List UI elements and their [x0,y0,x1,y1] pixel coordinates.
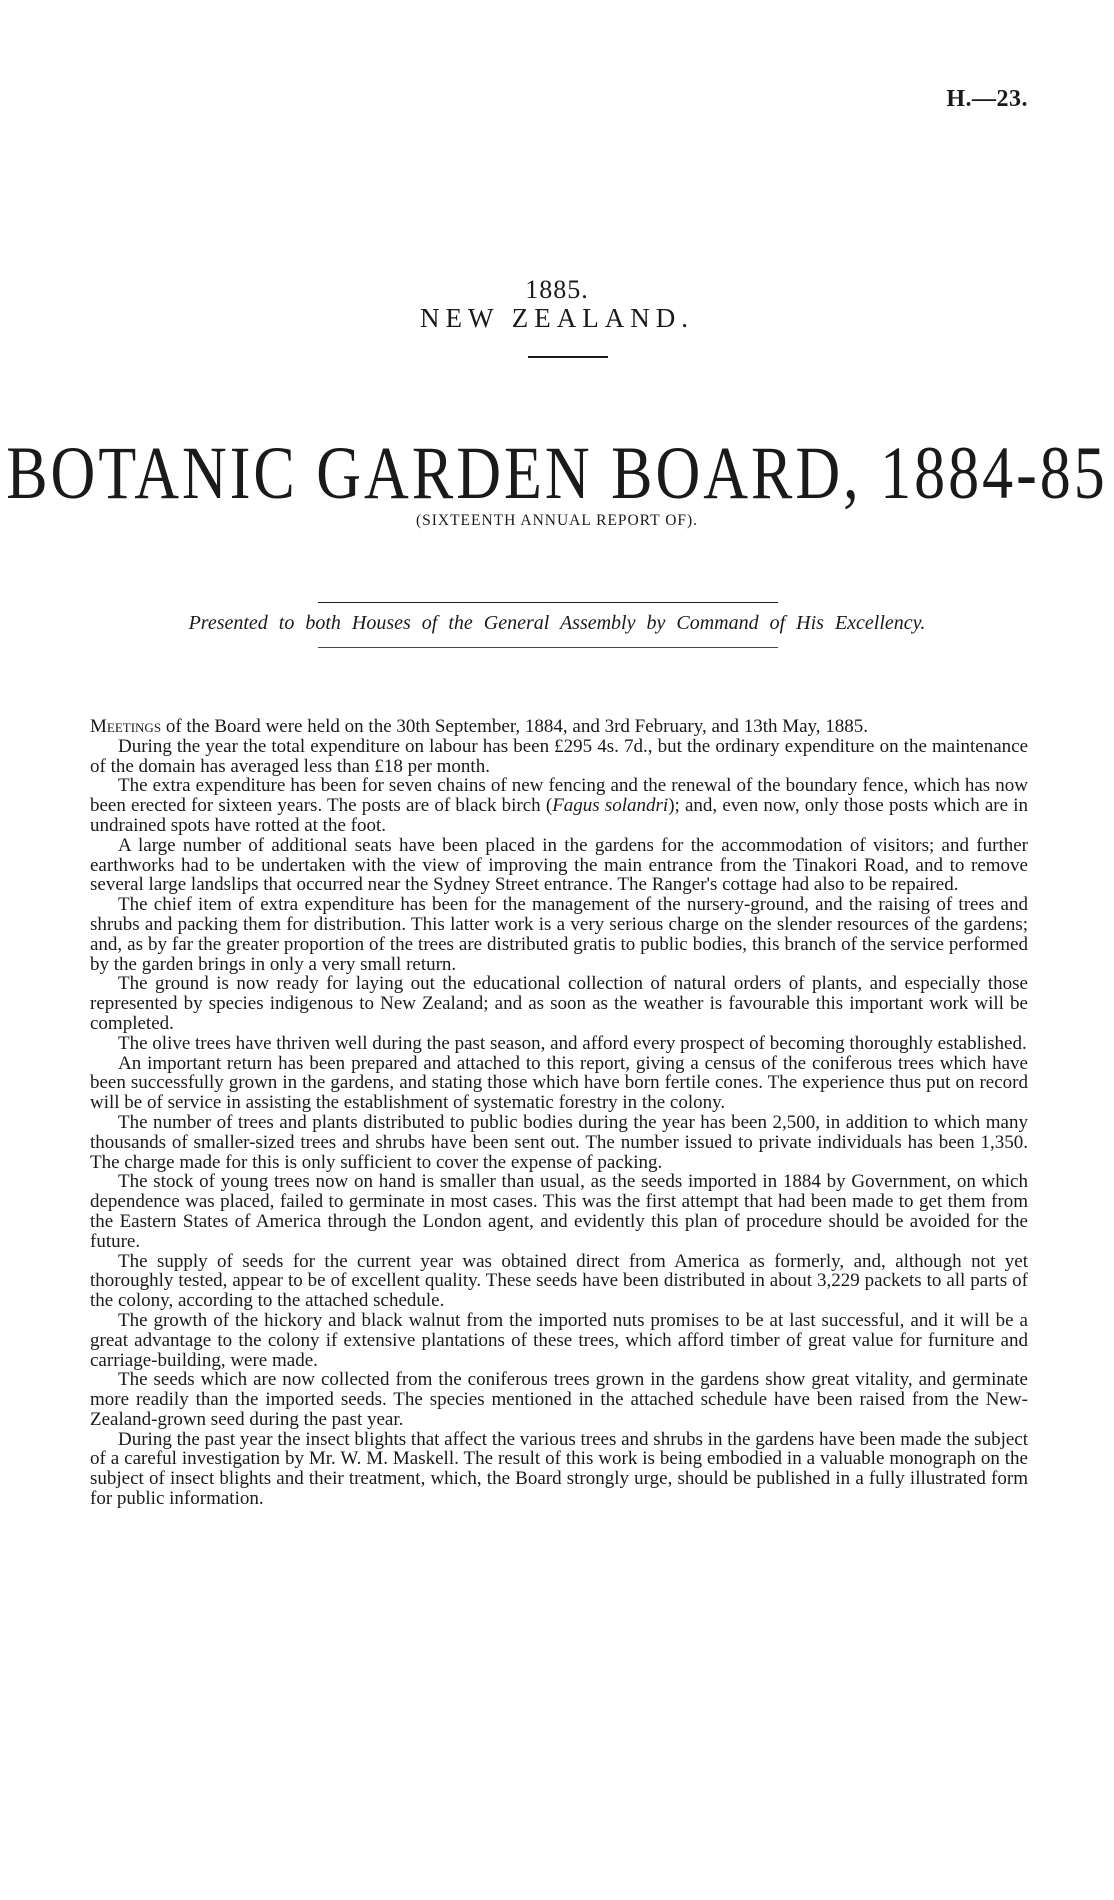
paragraph-nursery: The chief item of extra expenditure has been for the management of the nursery-ground, and the raising of trees and shrubs and packing them for distribution. This latter work is a very serious charge on the slender resources of the gardens; and, as by far the greater proportion of the trees are distributed gratis to public bodies, this branch of the service performed by the garden brings in only a very small return. [90,894,1028,975]
report-year: 1885. [525,275,589,304]
paragraph-fencing [90,776,1028,835]
paragraph-expenditure: During the year the total expenditure on labour has been £295 4s. 7d., but the ordinary expenditure on the maintenance of the domain has averaged less than £18 per month. [90,735,1028,777]
paragraph-seats: A large number of additional seats have been placed in the gardens for the accommodation of visitors; and further earthworks had to be undertaken with the view of improving the main entrance from the Tinakori Road, and to remove several large landslips that occurred near the Sydney Street entrance. The Ranger's cottage had also to be repaired. [90,834,1028,896]
report-body [90,717,1028,1509]
page-reference: H.—23. [946,86,1028,112]
paragraph-meetings [90,717,1028,737]
country-heading: NEW ZEALAND. [420,303,694,333]
lead-word: Meetings [90,716,162,737]
paragraph-text: of the Board were held on the 30th September, 1884, and 3rd February, and 13th May, 1885. [161,716,869,737]
paragraph-seed-supply: The supply of seeds for the current year was obtained direct from America as formerly, and, although not yet thoroughly tested, appear to be of excellent quality. These seeds have been distributed in about 3,229 packets to all parts of the colony, according to the attached schedule. [90,1250,1028,1312]
paragraph-text: The extra expenditure has been for seven chains of new fencing and the renewal of the boundary fence, which has now been erected for sixteen years. The posts are of black birch ( [90,775,1028,817]
document-subtitle: (SIXTEENTH ANNUAL REPORT OF). [415,512,699,529]
paragraph-text: ); and, even now, only those posts which are in undrained spots have rotted at the foot. [90,795,1029,836]
paragraph-distribution: The number of trees and plants distributed to public bodies during the year has been 2,500, in addition to which many thousands of smaller-sized trees and shrubs have been sent out. The number issued to private individuals has been 1,350. The charge made for this is only sufficient to cover the expense of packing. [90,1111,1028,1173]
paragraph-seed-vitality: The seeds which are now collected from the coniferous trees grown in the gardens show great vitality, and germinate more readily than the imported seeds. The species mentioned in the attached schedule have been raised from the New-Zealand-grown seed during the past year. [90,1369,1028,1430]
paragraph-insect-blights: During the past year the insect blights that affect the various trees and shrubs in the gardens have been made the subject of a careful investigation by Mr. W. M. Maskell. The result of this work is being embodied in a valuable monograph on the subject of insect blights and their treatment, which, the Board strongly urge, should be published in a fully illustrated form for public information. [90,1428,1028,1510]
title-divider [528,356,608,358]
presented-rule-top [318,602,778,603]
paragraph-hickory-walnut: The growth of the hickory and black walnut from the imported nuts promises to be at last successful, and it will be a great advantage to the colony if extensive plantations of these trees, which afford timber of great value for furniture and carriage-building, were made. [90,1309,1028,1371]
document-title: BOTANIC GARDEN BOARD, 1884-85 [6,432,1108,516]
presented-statement: Presented to both Houses of the General Assembly by Command of His Excellency. [188,612,926,634]
paragraph-educational-collection: The ground is now ready for laying out the educational collection of natural orders of plants, and especially those represented by species indigenous to New Zealand; and as soon as the weather is favourable this important work will be completed. [90,973,1028,1034]
presented-rule-bottom [318,647,778,648]
paragraph-stock: The stock of young trees now on hand is smaller than usual, as the seeds imported in 1884 by Government, on which dependence was placed, failed to germinate in most cases. This was the first attempt that had been made to get them from the Eastern States of America through the London agent, and evidently this plan of procedure should be avoided for the future. [90,1171,1028,1252]
paragraph-olive-trees: The olive trees have thriven well during the past season, and afford every prospect of becoming thoroughly established. [118,1032,1027,1054]
paragraph-coniferous-return: An important return has been prepared and attached to this report, giving a census of the coniferous trees which have been successfully grown in the gardens, and stating those which have born fertile cones. The experience thus put on record will be of service in assisting the establishment of systematic forestry in the colony. [90,1052,1028,1114]
species-name: Fagus solandri [552,795,669,817]
